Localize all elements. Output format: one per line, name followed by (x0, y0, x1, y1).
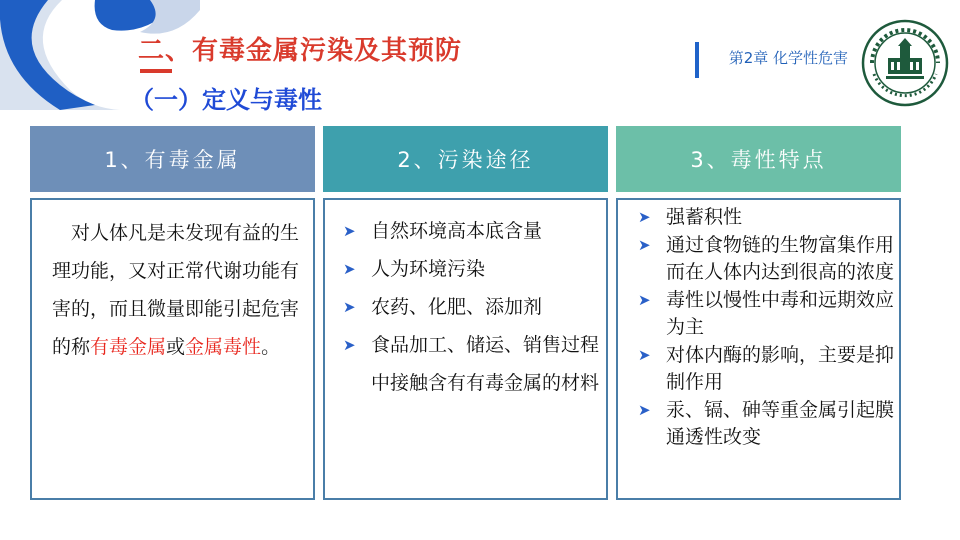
page-title: 二、有毒金属污染及其预防 (138, 36, 463, 66)
arrow-bullet-icon: ➤ (638, 208, 651, 226)
list-item: ➤ 汞、镉、砷等重金属引起膜通透性改变 (638, 398, 895, 448)
arrow-bullet-icon: ➤ (343, 336, 356, 354)
definition-body: 对人体凡是未发现有益的生理功能，又对正常代谢功能有害的，而且微量即能引起危害的称 (52, 222, 300, 358)
chapter-divider (695, 42, 699, 78)
definition-panel (30, 198, 315, 500)
arrow-bullet-icon: ➤ (638, 400, 651, 419)
list-item: ➤ 毒性以慢性中毒和远期效应为主 (638, 288, 895, 338)
list-item: ➤ 自然环境高本底含量 (343, 212, 605, 250)
list-item: ➤ 强蓄积性 (638, 204, 900, 232)
university-seal-icon (860, 18, 950, 108)
arrow-bullet-icon: ➤ (343, 222, 356, 240)
chapter-label: 第2章 化学性危害 (728, 49, 848, 67)
section-subtitle: （一）定义与毒性 (130, 86, 322, 114)
title-underline (140, 69, 172, 73)
pathways-list (343, 212, 605, 402)
term-metal-toxicity: 金属毒性 (185, 336, 262, 358)
arrow-bullet-icon: ➤ (343, 260, 356, 278)
column-header-pollution-pathways: 2、污染途径 (323, 126, 608, 192)
term-toxic-metal: 有毒金属 (90, 336, 167, 358)
toxicity-list (638, 204, 900, 452)
list-item: ➤ 食品加工、储运、销售过程中接触含有有毒金属的材料 (343, 326, 605, 402)
term-connector: 或 (166, 336, 186, 358)
column-header-toxic-metals: 1、有毒金属 (30, 126, 315, 192)
list-item: ➤ 农药、化肥、添加剂 (343, 288, 605, 326)
definition-end: 。 (261, 336, 281, 358)
list-item: ➤ 人为环境污染 (343, 250, 605, 288)
list-item: ➤ 对体内酶的影响，主要是抑制作用 (638, 343, 895, 393)
arrow-bullet-icon: ➤ (638, 290, 651, 309)
arrow-bullet-icon: ➤ (638, 345, 651, 364)
definition-text (52, 214, 302, 366)
list-item: ➤ 通过食物链的生物富集作用而在人体内达到很高的浓度 (638, 233, 895, 283)
pathways-panel (323, 198, 608, 500)
column-header-toxicity-features: 3、毒性特点 (616, 126, 901, 192)
arrow-bullet-icon: ➤ (638, 235, 651, 254)
toxicity-panel (616, 198, 901, 500)
arrow-bullet-icon: ➤ (343, 298, 356, 316)
